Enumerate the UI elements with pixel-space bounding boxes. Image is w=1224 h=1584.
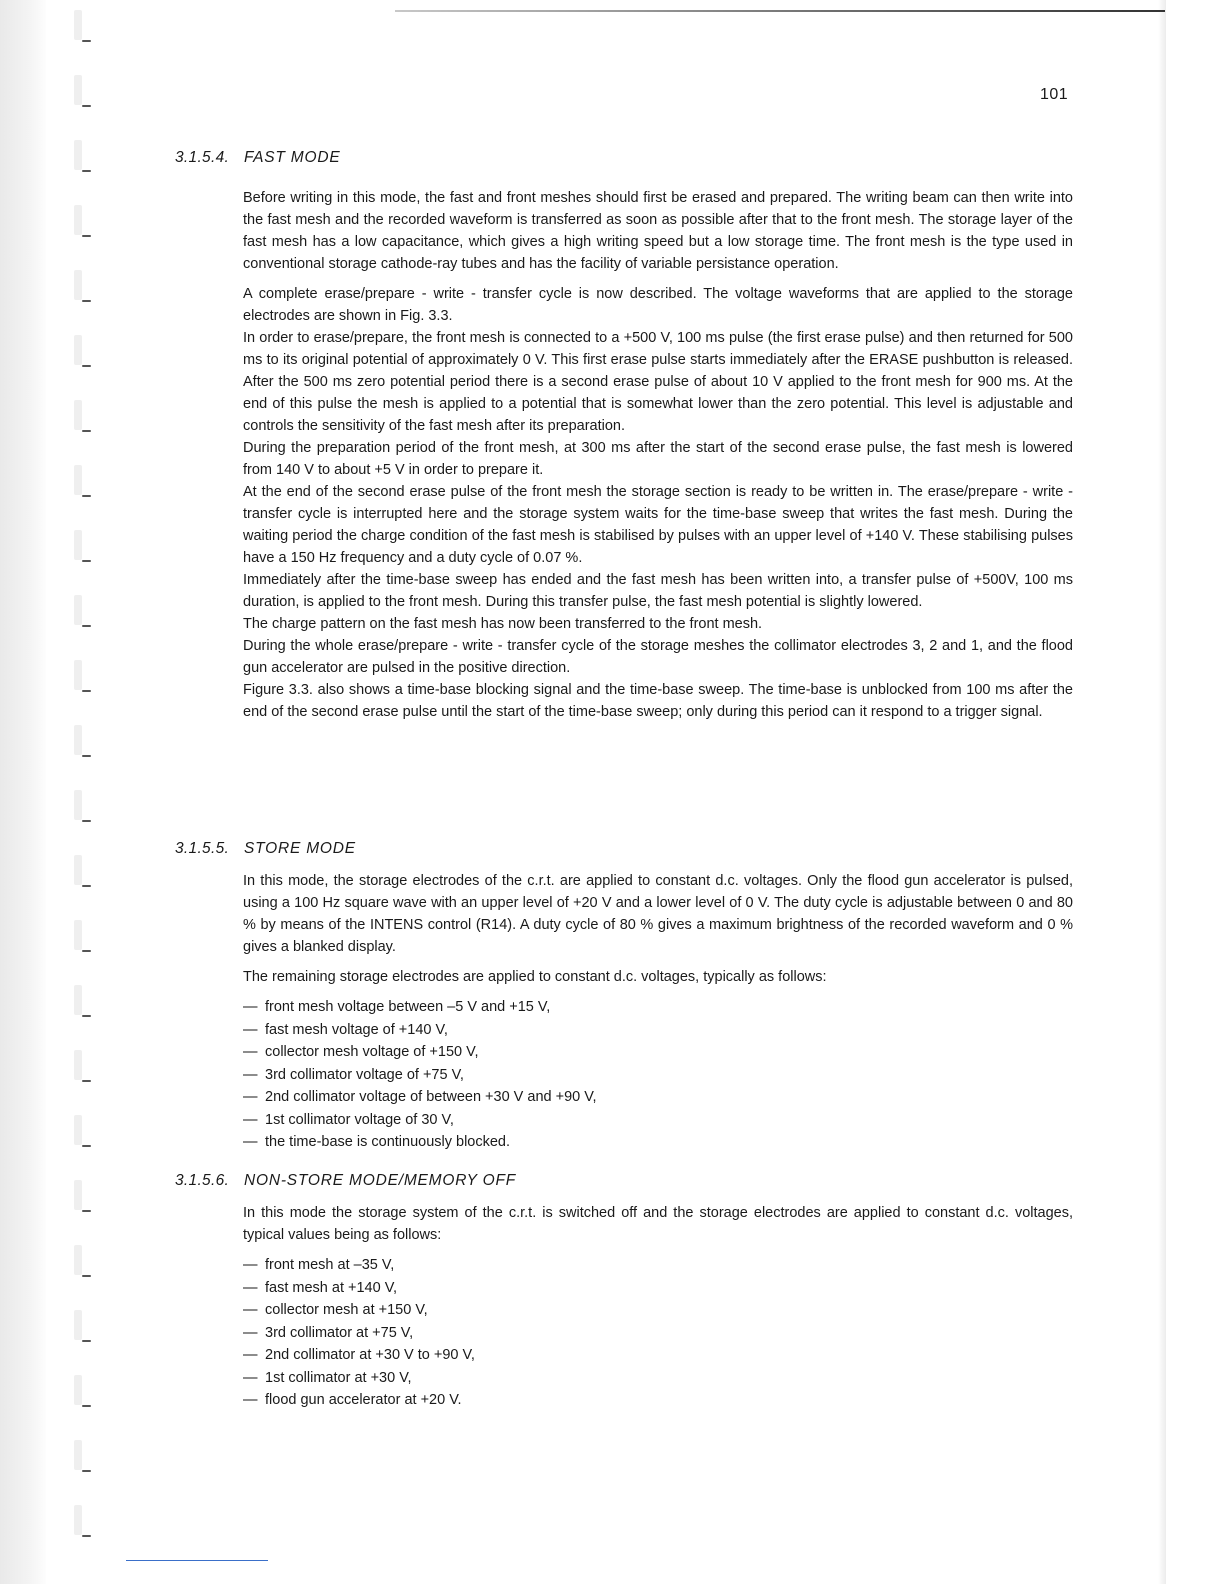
binding-shadow xyxy=(74,660,82,690)
paragraph: Before writing in this mode, the fast and front meshes should first be erased and prepared. The writing beam can then write into the fast mesh and the recorded waveform is transferred as soon as possible after that to the front mesh. The storage layer of the fast mesh has a low capacitance, which gives a high writing speed but a low storage time. The front mesh is the type used in conventional storage cathode-ray tubes and has the facility of variable persistance operation. xyxy=(243,190,1073,272)
binding-shadow xyxy=(74,1375,82,1405)
scan-right-edge xyxy=(1158,0,1166,1584)
paragraph: In this mode the storage system of the c.r.t. is switched off and the storage electrodes are applied to constant d.c. voltages, typical values being as follows: xyxy=(243,1205,1073,1243)
binding-shadow xyxy=(74,465,82,495)
binding-shadow xyxy=(74,725,82,755)
section-title: FAST MODE xyxy=(244,149,341,166)
binding-shadow xyxy=(74,205,82,235)
binding-shadow xyxy=(74,595,82,625)
paragraph: The charge pattern on the fast mesh has now been transferred to the front mesh. xyxy=(243,616,763,632)
list-item: — front mesh at –35 V, xyxy=(243,1254,1073,1277)
binding-tick xyxy=(82,1340,91,1342)
paragraph: Immediately after the time-base sweep has ended and the fast mesh has been written into, a transfer pulse of +500V, 100 ms duration, is applied to the front mesh. During this transfer pulse, the fast mesh potential is slightly lowered. xyxy=(243,572,1073,610)
binding-shadow xyxy=(74,10,82,40)
binding-tick xyxy=(82,1015,91,1017)
binding-shadow xyxy=(74,920,82,950)
top-rule xyxy=(395,10,1165,12)
section-title: NON-STORE MODE/MEMORY OFF xyxy=(244,1172,517,1189)
list-item: — 1st collimator at +30 V, xyxy=(243,1367,1073,1390)
binding-shadow xyxy=(74,1505,82,1535)
binding-tick xyxy=(82,1535,91,1537)
binding-tick xyxy=(82,755,91,757)
binding-shadow xyxy=(74,530,82,560)
page-number: 101 xyxy=(1040,86,1069,103)
section-body xyxy=(243,870,1073,1154)
binding-shadow xyxy=(74,985,82,1015)
list-item: — 3rd collimator at +75 V, xyxy=(243,1322,1073,1345)
paragraph: During the preparation period of the front mesh, at 300 ms after the start of the second erase pulse, the fast mesh is lowered from 140 V to about +5 V in order to prepare it. xyxy=(243,440,1073,478)
binding-tick xyxy=(82,495,91,497)
list-item: — fast mesh voltage of +140 V, xyxy=(243,1019,1073,1042)
binding-tick xyxy=(82,300,91,302)
binding-tick xyxy=(82,1145,91,1147)
binding-tick xyxy=(82,950,91,952)
section-fast-mode xyxy=(0,149,1224,720)
voltage-list xyxy=(243,996,1073,1154)
section-title: STORE MODE xyxy=(244,840,356,857)
list-item: — 2nd collimator at +30 V to +90 V, xyxy=(243,1344,1073,1367)
paragraph: A complete erase/prepare - write - transfer cycle is now described. The voltage waveforms that are applied to the storage electrodes are shown in Fig. 3.3. xyxy=(243,286,1073,324)
binding-shadow xyxy=(74,75,82,105)
section-heading xyxy=(0,149,1224,173)
list-item: — fast mesh at +140 V, xyxy=(243,1277,1073,1300)
list-item: — 1st collimator voltage of 30 V, xyxy=(243,1109,1073,1132)
list-item: — 2nd collimator voltage of between +30 V and +90 V, xyxy=(243,1086,1073,1109)
binding-shadow xyxy=(74,790,82,820)
section-number: 3.1.5.4. xyxy=(175,149,230,166)
list-item: — collector mesh at +150 V, xyxy=(243,1299,1073,1322)
binding-shadow xyxy=(74,335,82,365)
binding-shadow xyxy=(74,400,82,430)
binding-shadow xyxy=(74,1245,82,1275)
list-item: — collector mesh voltage of +150 V, xyxy=(243,1041,1073,1064)
binding-tick xyxy=(82,105,91,107)
section-store-mode xyxy=(0,840,1224,1150)
binding-tick xyxy=(82,1080,91,1082)
voltage-list xyxy=(243,1254,1073,1412)
binding-tick xyxy=(82,235,91,237)
paragraph: During the whole erase/prepare - write - transfer cycle of the storage meshes the collimator electrodes 3, 2 and 1, and the flood gun accelerator are pulsed in the positive direction. xyxy=(243,638,1073,676)
binding-tick xyxy=(82,365,91,367)
list-item: — 3rd collimator voltage of +75 V, xyxy=(243,1064,1073,1087)
section-number: 3.1.5.6. xyxy=(175,1172,230,1189)
paragraph: At the end of the second erase pulse of the front mesh the storage section is ready to be written in. The erase/prepare - write - transfer cycle is interrupted here and the storage system waits for the time-base sweep that writes the fast mesh. During the waiting period the charge condition of the fast mesh is stabilised by pulses with an upper level of +140 V. These stabilising pulses have a 150 Hz frequency and a duty cycle of 0.07 %. xyxy=(243,484,1073,566)
binding-tick xyxy=(82,1405,91,1407)
section-heading xyxy=(0,840,1224,864)
binding-tick xyxy=(82,820,91,822)
list-item: — front mesh voltage between –5 V and +15 V, xyxy=(243,996,1073,1019)
paragraph: The remaining storage electrodes are applied to constant d.c. voltages, typically as follows: xyxy=(243,969,827,985)
binding-tick xyxy=(82,430,91,432)
footnote-rule xyxy=(126,1560,268,1561)
list-item: — the time-base is continuously blocked. xyxy=(243,1131,1073,1154)
binding-shadow xyxy=(74,1115,82,1145)
binding-tick xyxy=(82,1210,91,1212)
binding-tick xyxy=(82,1470,91,1472)
section-body xyxy=(243,1202,1073,1412)
paragraph: In order to erase/prepare, the front mesh is connected to a +500 V, 100 ms pulse (the first erase pulse) and then returned for 500 ms to its original potential of approximately 0 V. This first erase pulse starts immediately after the ERASE pushbutton is released. After the 500 ms zero potential period there is a second erase pulse of about 10 V applied to the front mesh for 900 ms. At the end of this pulse the mesh is applied to a potential that is somewhat lower than the zero potential. This level is adjustable and controls the sensitivity of the fast mesh after its preparation. xyxy=(243,330,1073,434)
section-non-store-mode xyxy=(0,1172,1224,1408)
binding-tick xyxy=(82,625,91,627)
section-number: 3.1.5.5. xyxy=(175,840,230,857)
binding-tick xyxy=(82,560,91,562)
binding-shadow xyxy=(74,270,82,300)
scan-binding-edge xyxy=(0,0,46,1584)
binding-tick xyxy=(82,885,91,887)
section-body xyxy=(243,187,1073,723)
binding-shadow xyxy=(74,1050,82,1080)
binding-tick xyxy=(82,40,91,42)
paragraph: In this mode, the storage electrodes of the c.r.t. are applied to constant d.c. voltages. Only the flood gun accelerator is pulsed, using a 100 Hz square wave with an upper level of +20 V and a lower level of 0 V. The duty cycle is adjustable between 0 and 80 % by means of the INTENS control (R14). A duty cycle of 80 % gives a maximum brightness of the recorded waveform and 0 % gives a blanked display. xyxy=(243,873,1073,955)
binding-shadow xyxy=(74,1310,82,1340)
binding-tick xyxy=(82,1275,91,1277)
binding-shadow xyxy=(74,1440,82,1470)
section-heading xyxy=(0,1172,1224,1196)
paragraph: Figure 3.3. also shows a time-base blocking signal and the time-base sweep. The time-base is unblocked from 100 ms after the end of the second erase pulse until the start of the time-base sweep; only during this period can it respond to a trigger signal. xyxy=(243,682,1073,720)
binding-tick xyxy=(82,690,91,692)
list-item: — flood gun accelerator at +20 V. xyxy=(243,1389,1073,1412)
